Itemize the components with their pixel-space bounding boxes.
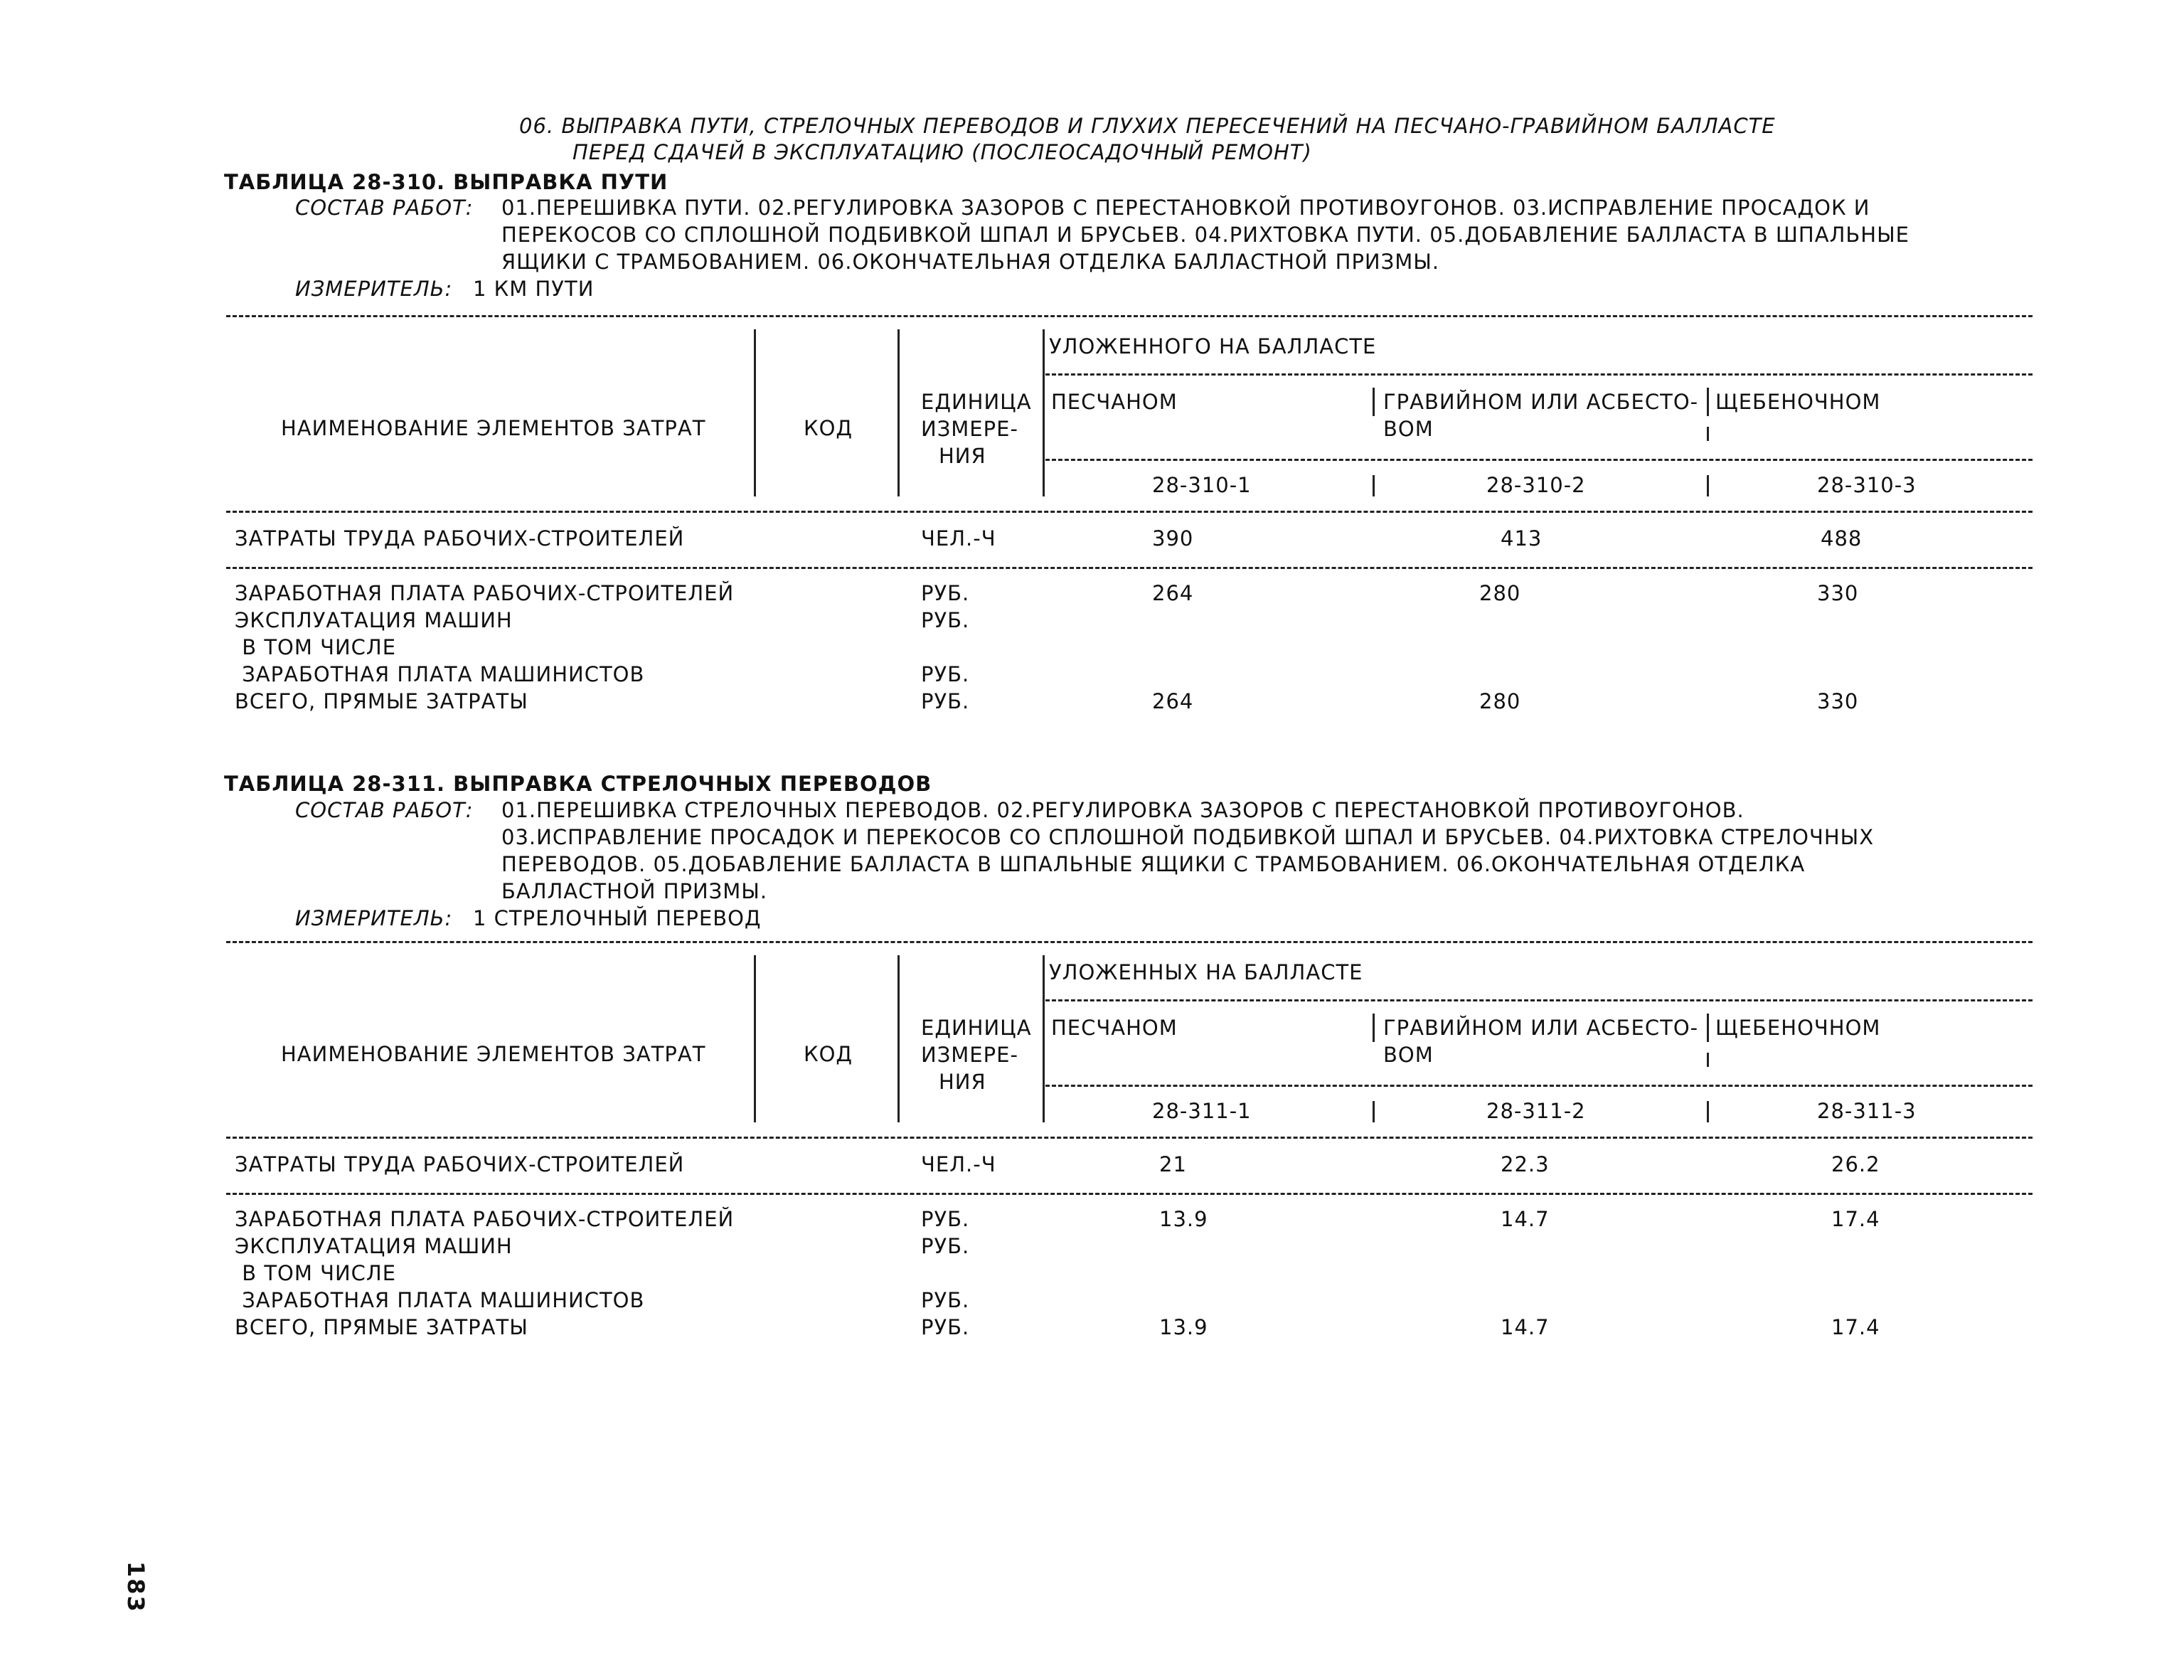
row-value-1: 264	[1152, 689, 1194, 713]
header-unit: НИЯ	[939, 1070, 986, 1094]
izmeritel-label: ИЗМЕРИТЕЛЬ:	[295, 277, 453, 301]
row-unit: РУБ.	[921, 608, 970, 632]
row-unit: ЧЕЛ.-Ч	[921, 1152, 996, 1176]
row-rule	[226, 567, 2033, 569]
column-divider	[1707, 1101, 1709, 1122]
header-code-3: 28-311-3	[1817, 1099, 1917, 1123]
sostav-line: 01.ПЕРЕШИВКА СТРЕЛОЧНЫХ ПЕРЕВОДОВ. 02.РЕГУЛИРОВКА ЗАЗОРОВ С ПЕРЕСТАНОВКОЙ ПРОТИВОУГОНОВ.	[501, 798, 1744, 822]
section-title-line-1: 06. ВЫПРАВКА ПУТИ, СТРЕЛОЧНЫХ ПЕРЕВОДОВ И ГЛУХИХ ПЕРЕСЕЧЕНИЙ НА ПЕСЧАНО-ГРАВИЙНОМ БАЛЛАСТЕ	[519, 114, 1776, 138]
column-divider	[754, 329, 756, 496]
header-col-gravel: ВОМ	[1383, 417, 1434, 441]
header-unit: ИЗМЕРЕ-	[921, 417, 1018, 441]
sostav-line: ПЕРЕКОСОВ СО СПЛОШНОЙ ПОДБИВКОЙ ШПАЛ И БРУСЬЕВ. 04.РИХТОВКА ПУТИ. 05.ДОБАВЛЕНИЕ БАЛЛАСТА В ШПАЛЬНЫЕ	[501, 223, 1909, 247]
row-name: В ТОМ ЧИСЛЕ	[235, 635, 397, 659]
header-bottom-rule	[226, 511, 2033, 513]
row-value-3: 488	[1821, 526, 1863, 551]
page-number: 183	[122, 1561, 149, 1613]
izmeritel-label: ИЗМЕРИТЕЛЬ:	[295, 906, 453, 930]
row-value-1: 13.9	[1159, 1207, 1208, 1231]
header-unit: НИЯ	[939, 444, 986, 468]
row-name: ВСЕГО, ПРЯМЫЕ ЗАТРАТЫ	[235, 689, 528, 713]
column-divider	[1707, 427, 1709, 441]
row-unit: РУБ.	[921, 581, 970, 605]
header-code: КОД	[804, 416, 853, 440]
row-name: ЗАРАБОТНАЯ ПЛАТА МАШИНИСТОВ	[235, 1288, 645, 1312]
row-name: В ТОМ ЧИСЛЕ	[235, 1261, 397, 1285]
row-unit: РУБ.	[921, 689, 970, 713]
row-value-1: 264	[1152, 581, 1194, 605]
column-divider	[1707, 1014, 1709, 1042]
sostav-line: БАЛЛАСТНОЙ ПРИЗМЫ.	[501, 879, 768, 903]
table-title: ТАБЛИЦА 28-310. ВЫПРАВКА ПУТИ	[224, 170, 668, 194]
row-value-2: 280	[1479, 689, 1521, 713]
header-code-3: 28-310-3	[1817, 473, 1917, 497]
header-col-gravel: ГРАВИЙНОМ ИЛИ АСБЕСТО-	[1383, 390, 1699, 414]
header-unit: ИЗМЕРЕ-	[921, 1043, 1018, 1067]
column-divider	[1373, 1014, 1375, 1042]
header-bottom-rule	[226, 1137, 2033, 1139]
table-title: ТАБЛИЦА 28-311. ВЫПРАВКА СТРЕЛОЧНЫХ ПЕРЕВОДОВ	[224, 772, 932, 796]
header-rule	[1045, 373, 2033, 376]
header-col-sand: ПЕСЧАНОМ	[1051, 1016, 1178, 1040]
column-divider	[754, 955, 756, 1122]
row-unit: РУБ.	[921, 1315, 970, 1339]
header-col-gravel: ВОМ	[1383, 1043, 1434, 1067]
column-divider	[897, 329, 900, 496]
header-col-crushed: ЩЕБЕНОЧНОМ	[1715, 390, 1881, 414]
row-name: ВСЕГО, ПРЯМЫЕ ЗАТРАТЫ	[235, 1315, 528, 1339]
izmeritel-value: 1 СТРЕЛОЧНЫЙ ПЕРЕВОД	[473, 906, 762, 930]
row-value-3: 330	[1817, 581, 1859, 605]
header-name: НАИМЕНОВАНИЕ ЭЛЕМЕНТОВ ЗАТРАТ	[281, 1042, 706, 1066]
header-name: НАИМЕНОВАНИЕ ЭЛЕМЕНТОВ ЗАТРАТ	[281, 416, 706, 440]
row-value-3: 26.2	[1831, 1152, 1880, 1176]
header-group-label: УЛОЖЕННЫХ НА БАЛЛАСТЕ	[1049, 960, 1363, 984]
header-col-gravel: ГРАВИЙНОМ ИЛИ АСБЕСТО-	[1383, 1016, 1699, 1040]
row-value-1: 390	[1152, 526, 1194, 551]
sostav-label: СОСТАВ РАБОТ:	[295, 196, 474, 220]
row-value-2: 413	[1501, 526, 1543, 551]
header-code-2: 28-311-2	[1486, 1099, 1586, 1123]
row-name: ЗАРАБОТНАЯ ПЛАТА МАШИНИСТОВ	[235, 662, 645, 686]
column-divider	[1373, 1101, 1375, 1122]
column-divider	[897, 955, 900, 1122]
row-name: ЗАТРАТЫ ТРУДА РАБОЧИХ-СТРОИТЕЛЕЙ	[235, 526, 685, 551]
header-unit: ЕДИНИЦА	[921, 1016, 1032, 1040]
row-name: ЗАРАБОТНАЯ ПЛАТА РАБОЧИХ-СТРОИТЕЛЕЙ	[235, 1207, 735, 1231]
header-code-1: 28-311-1	[1152, 1099, 1252, 1123]
izmeritel-value: 1 КМ ПУТИ	[473, 277, 595, 301]
row-value-3: 17.4	[1831, 1315, 1880, 1339]
column-divider	[1707, 388, 1709, 416]
row-value-3: 17.4	[1831, 1207, 1880, 1231]
row-value-1: 13.9	[1159, 1315, 1208, 1339]
row-value-2: 14.7	[1501, 1315, 1550, 1339]
sostav-label: СОСТАВ РАБОТ:	[295, 798, 474, 822]
row-name: ЭКСПЛУАТАЦИЯ МАШИН	[235, 1234, 513, 1258]
row-value-1: 21	[1159, 1152, 1187, 1176]
sostav-line: ЯЩИКИ С ТРАМБОВАНИЕМ. 06.ОКОНЧАТЕЛЬНАЯ ОТДЕЛКА БАЛЛАСТНОЙ ПРИЗМЫ.	[501, 250, 1440, 274]
table-top-rule	[226, 315, 2033, 317]
header-col-sand: ПЕСЧАНОМ	[1051, 390, 1178, 414]
header-unit: ЕДИНИЦА	[921, 390, 1032, 414]
header-code-1: 28-310-1	[1152, 473, 1252, 497]
row-unit: РУБ.	[921, 1234, 970, 1258]
row-value-2: 14.7	[1501, 1207, 1550, 1231]
column-divider	[1373, 475, 1375, 496]
sostav-line: ПЕРЕВОДОВ. 05.ДОБАВЛЕНИЕ БАЛЛАСТА В ШПАЛЬНЫЕ ЯЩИКИ С ТРАМБОВАНИЕМ. 06.ОКОНЧАТЕЛЬНАЯ ОТДЕЛКА	[501, 852, 1806, 876]
table-top-rule	[226, 941, 2033, 943]
header-group-label: УЛОЖЕННОГО НА БАЛЛАСТЕ	[1049, 334, 1377, 358]
row-value-3: 330	[1817, 689, 1859, 713]
row-name: ЭКСПЛУАТАЦИЯ МАШИН	[235, 608, 513, 632]
row-value-2: 22.3	[1501, 1152, 1550, 1176]
header-rule	[1045, 999, 2033, 1001]
section-title-line-2: ПЕРЕД СДАЧЕЙ В ЭКСПЛУАТАЦИЮ (ПОСЛЕОСАДОЧНЫЙ РЕМОНТ)	[572, 140, 1312, 164]
row-unit: РУБ.	[921, 1288, 970, 1312]
header-rule	[1045, 459, 2033, 461]
row-unit: РУБ.	[921, 1207, 970, 1231]
row-unit: РУБ.	[921, 662, 970, 686]
header-code-2: 28-310-2	[1486, 473, 1586, 497]
header-code: КОД	[804, 1042, 853, 1066]
column-divider	[1373, 388, 1375, 416]
row-value-2: 280	[1479, 581, 1521, 605]
column-divider	[1707, 475, 1709, 496]
column-divider	[1707, 1053, 1709, 1067]
row-name: ЗАТРАТЫ ТРУДА РАБОЧИХ-СТРОИТЕЛЕЙ	[235, 1152, 685, 1176]
column-divider	[1043, 955, 1045, 1122]
header-rule	[1045, 1085, 2033, 1087]
header-col-crushed: ЩЕБЕНОЧНОМ	[1715, 1016, 1881, 1040]
row-unit: ЧЕЛ.-Ч	[921, 526, 996, 551]
row-name: ЗАРАБОТНАЯ ПЛАТА РАБОЧИХ-СТРОИТЕЛЕЙ	[235, 581, 735, 605]
row-rule	[226, 1193, 2033, 1195]
sostav-line: 01.ПЕРЕШИВКА ПУТИ. 02.РЕГУЛИРОВКА ЗАЗОРОВ С ПЕРЕСТАНОВКОЙ ПРОТИВОУГОНОВ. 03.ИСПРАВЛЕНИЕ ПРОСАДОК И	[501, 196, 1870, 220]
column-divider	[1043, 329, 1045, 496]
sostav-line: 03.ИСПРАВЛЕНИЕ ПРОСАДОК И ПЕРЕКОСОВ СО СПЛОШНОЙ ПОДБИВКОЙ ШПАЛ И БРУСЬЕВ. 04.РИХТОВКА СТРЕЛОЧНЫХ	[501, 825, 1875, 849]
